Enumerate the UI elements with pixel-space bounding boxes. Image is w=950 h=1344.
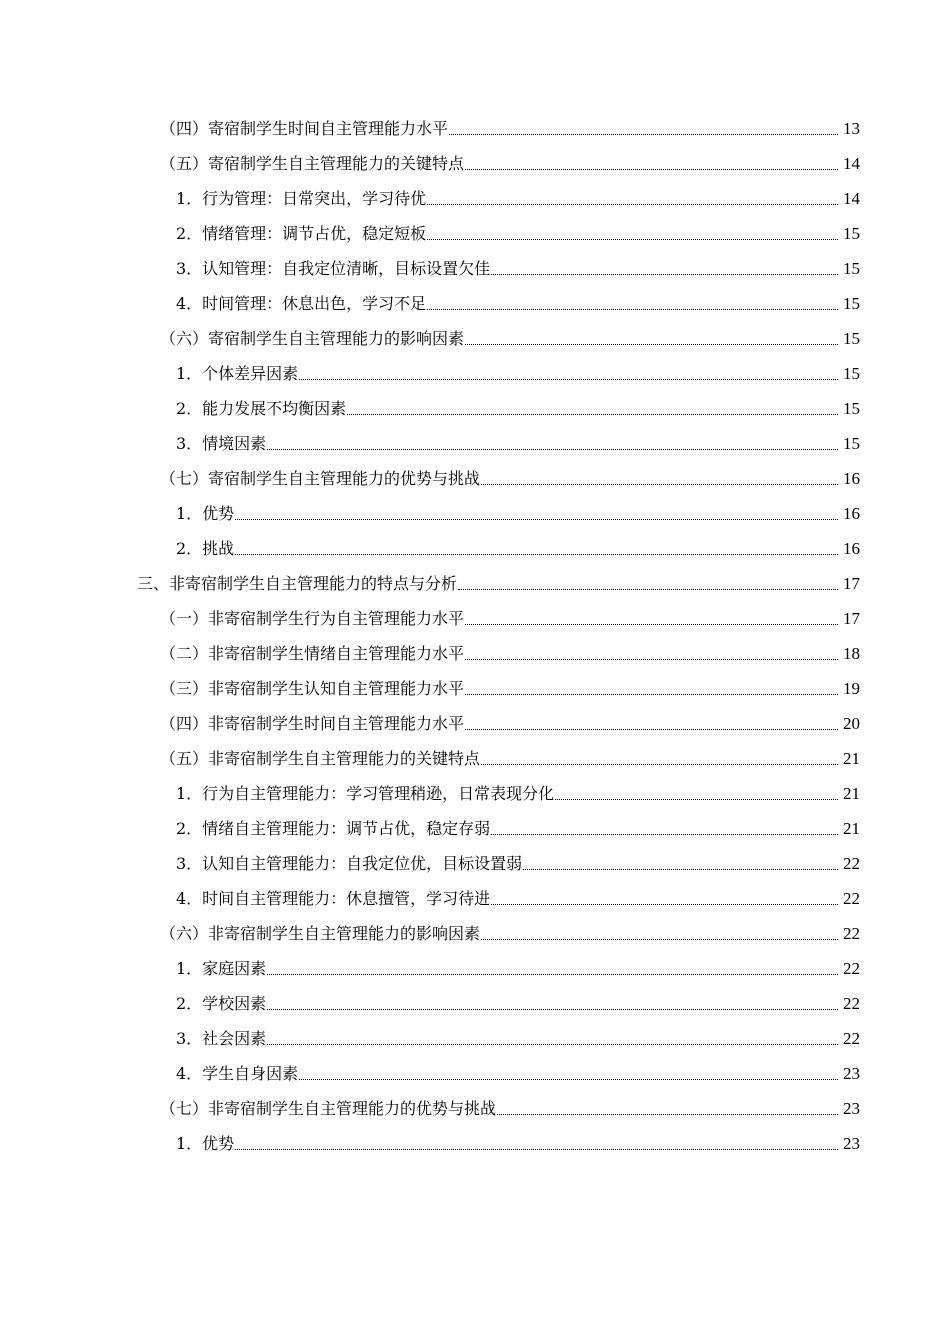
toc-page-number: 13 — [843, 119, 860, 138]
toc-entry-title: 1．行为自主管理能力：学习管理稍逊，日常表现分化 — [176, 784, 555, 803]
toc-dot-leader — [427, 238, 838, 240]
toc-entry[interactable] — [0, 111, 950, 146]
toc-dot-leader — [465, 168, 838, 170]
toc-dot-leader — [299, 1078, 838, 1080]
toc-entry-title: 2．情绪自主管理能力：调节占优，稳定存弱 — [176, 819, 491, 838]
toc-page-number: 23 — [843, 1064, 860, 1083]
toc-entry[interactable] — [0, 706, 950, 741]
toc-page-number: 22 — [843, 1029, 860, 1048]
toc-page-number: 15 — [843, 399, 860, 418]
toc-entry[interactable] — [0, 1126, 950, 1161]
toc-page-number: 22 — [843, 959, 860, 978]
toc-entry-title: 1．优势 — [176, 504, 235, 523]
toc-entry-title: 2．挑战 — [176, 539, 235, 558]
toc-dot-leader — [449, 133, 838, 135]
toc-entry[interactable] — [0, 181, 950, 216]
toc-entry[interactable] — [0, 881, 950, 916]
table-of-contents — [0, 111, 950, 1161]
toc-entry[interactable] — [0, 531, 950, 566]
toc-page-number: 23 — [843, 1134, 860, 1153]
toc-entry-title: 2．学校因素 — [176, 994, 267, 1013]
toc-dot-leader — [465, 728, 838, 730]
toc-entry-title: （四）寄宿制学生时间自主管理能力水平 — [160, 119, 449, 138]
toc-page-number: 15 — [843, 224, 860, 243]
toc-entry-title: （六）非寄宿制学生自主管理能力的影响因素 — [160, 924, 481, 943]
toc-entry[interactable] — [0, 146, 950, 181]
toc-dot-leader — [491, 903, 838, 905]
toc-page-number: 21 — [843, 819, 860, 838]
toc-page-number: 23 — [843, 1099, 860, 1118]
toc-entry[interactable] — [0, 356, 950, 391]
toc-page-number: 16 — [843, 504, 860, 523]
toc-entry[interactable] — [0, 461, 950, 496]
toc-entry-title: 1．家庭因素 — [176, 959, 267, 978]
toc-dot-leader — [267, 448, 838, 450]
toc-page-number: 22 — [843, 924, 860, 943]
toc-page-number: 17 — [843, 574, 860, 593]
toc-dot-leader — [299, 378, 838, 380]
toc-dot-leader — [235, 1148, 838, 1150]
toc-entry[interactable] — [0, 286, 950, 321]
toc-entry-title: 3．社会因素 — [176, 1029, 267, 1048]
toc-entry[interactable] — [0, 566, 950, 601]
toc-entry-title: 1．优势 — [176, 1134, 235, 1153]
toc-entry-title: 2．情绪管理：调节占优，稳定短板 — [176, 224, 427, 243]
toc-page-number: 17 — [843, 609, 860, 628]
toc-entry-title: 4．时间自主管理能力：休息擅管，学习待进 — [176, 889, 491, 908]
toc-entry[interactable] — [0, 426, 950, 461]
toc-dot-leader — [235, 518, 838, 520]
toc-dot-leader — [481, 938, 838, 940]
toc-entry[interactable] — [0, 671, 950, 706]
toc-entry[interactable] — [0, 636, 950, 671]
toc-dot-leader — [427, 308, 838, 310]
toc-page-number: 15 — [843, 329, 860, 348]
toc-entry-title: 2．能力发展不均衡因素 — [176, 399, 347, 418]
toc-dot-leader — [465, 658, 838, 660]
toc-entry-title: （六）寄宿制学生自主管理能力的影响因素 — [160, 329, 465, 348]
toc-page-number: 14 — [843, 189, 860, 208]
toc-entry[interactable] — [0, 986, 950, 1021]
toc-entry[interactable] — [0, 1091, 950, 1126]
toc-entry[interactable] — [0, 496, 950, 531]
toc-dot-leader — [267, 973, 838, 975]
toc-entry[interactable] — [0, 391, 950, 426]
toc-page-number: 18 — [843, 644, 860, 663]
toc-page-number: 15 — [843, 364, 860, 383]
toc-dot-leader — [465, 693, 838, 695]
toc-entry-title: （四）非寄宿制学生时间自主管理能力水平 — [160, 714, 465, 733]
toc-dot-leader — [465, 343, 838, 345]
toc-entry-title: 3．认知自主管理能力：自我定位优，目标设置弱 — [176, 854, 523, 873]
toc-page-number: 16 — [843, 539, 860, 558]
toc-dot-leader — [267, 1008, 838, 1010]
toc-entry-title: 3．认知管理：自我定位清晰，目标设置欠佳 — [176, 259, 491, 278]
toc-entry[interactable] — [0, 321, 950, 356]
toc-entry[interactable] — [0, 251, 950, 286]
toc-page-number: 15 — [843, 294, 860, 313]
toc-page-number: 15 — [843, 259, 860, 278]
toc-page-number: 14 — [843, 154, 860, 173]
toc-entry[interactable] — [0, 216, 950, 251]
toc-entry-title: （一）非寄宿制学生行为自主管理能力水平 — [160, 609, 465, 628]
toc-dot-leader — [555, 798, 838, 800]
toc-page-number: 16 — [843, 469, 860, 488]
toc-entry-title: 4．时间管理：休息出色，学习不足 — [176, 294, 427, 313]
toc-entry[interactable] — [0, 916, 950, 951]
toc-entry[interactable] — [0, 776, 950, 811]
toc-dot-leader — [481, 483, 838, 485]
toc-entry[interactable] — [0, 601, 950, 636]
toc-entry[interactable] — [0, 1056, 950, 1091]
toc-dot-leader — [491, 273, 838, 275]
toc-dot-leader — [458, 588, 838, 590]
toc-entry-title: （五）寄宿制学生自主管理能力的关键特点 — [160, 154, 465, 173]
toc-entry-title: 三、非寄宿制学生自主管理能力的特点与分析 — [137, 574, 458, 593]
toc-entry-title: （二）非寄宿制学生情绪自主管理能力水平 — [160, 644, 465, 663]
toc-entry-title: （五）非寄宿制学生自主管理能力的关键特点 — [160, 749, 481, 768]
toc-entry-title: （七）寄宿制学生自主管理能力的优势与挑战 — [160, 469, 481, 488]
toc-dot-leader — [465, 623, 838, 625]
toc-dot-leader — [427, 203, 838, 205]
toc-page-number: 21 — [843, 749, 860, 768]
toc-page-number: 22 — [843, 854, 860, 873]
toc-entry-title: 4．学生自身因素 — [176, 1064, 299, 1083]
toc-entry-title: 1．个体差异因素 — [176, 364, 299, 383]
toc-entry-title: 3．情境因素 — [176, 434, 267, 453]
toc-entry-title: （七）非寄宿制学生自主管理能力的优势与挑战 — [160, 1099, 497, 1118]
toc-page-number: 19 — [843, 679, 860, 698]
toc-entry[interactable] — [0, 846, 950, 881]
toc-page-number: 22 — [843, 994, 860, 1013]
toc-dot-leader — [491, 833, 838, 835]
toc-entry-title: （三）非寄宿制学生认知自主管理能力水平 — [160, 679, 465, 698]
toc-page-number: 21 — [843, 784, 860, 803]
toc-dot-leader — [267, 1043, 838, 1045]
toc-dot-leader — [481, 763, 838, 765]
toc-page-number: 20 — [843, 714, 860, 733]
toc-dot-leader — [497, 1113, 838, 1115]
toc-dot-leader — [347, 413, 838, 415]
toc-entry[interactable] — [0, 951, 950, 986]
toc-entry[interactable] — [0, 1021, 950, 1056]
toc-entry[interactable] — [0, 811, 950, 846]
toc-entry-title: 1．行为管理：日常突出，学习待优 — [176, 189, 427, 208]
toc-dot-leader — [235, 553, 838, 555]
toc-page-number: 22 — [843, 889, 860, 908]
toc-page-number: 15 — [843, 434, 860, 453]
toc-dot-leader — [523, 868, 838, 870]
toc-entry[interactable] — [0, 741, 950, 776]
